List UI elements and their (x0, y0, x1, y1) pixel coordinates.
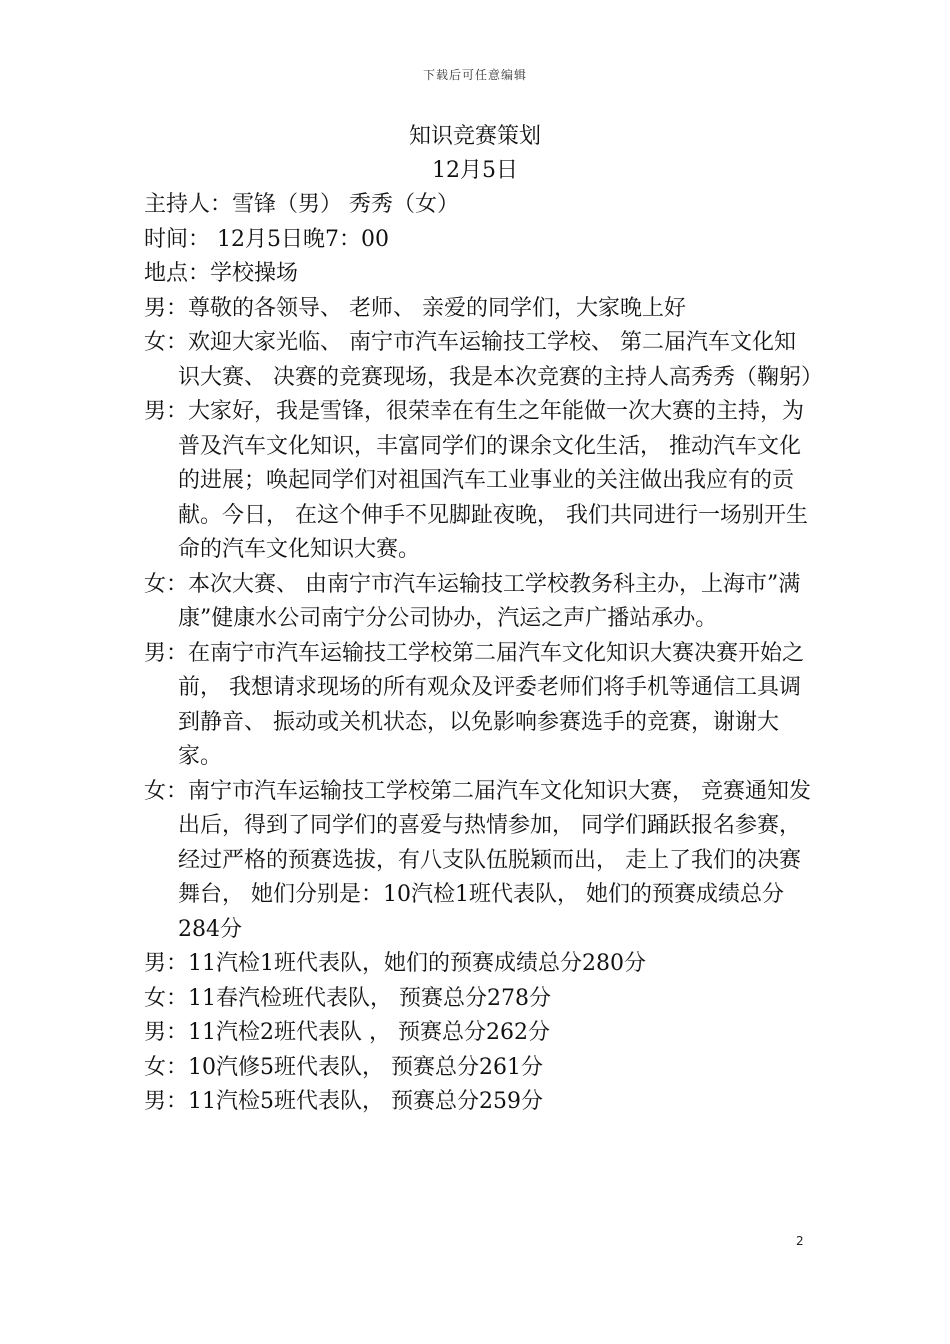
dialogue-paragraph: 男：尊敬的各领导、 老师、 亲爱的同学们，大家晚上好 (144, 295, 686, 321)
page-number: 2 (796, 1234, 804, 1248)
dialogue-paragraph: 男：大家好，我是雪锋，很荣幸在有生之年能做一次大赛的主持，为普及汽车文化知识，丰富同学们的课余文化生活， 推动汽车文化的进展；唤起同学们对祖国汽车工业事业的关注做出我应有的贡献。今日， 在这个伸手不见脚趾夜晚， 我们共同进行一场别开生命的汽车文化知识大赛。 (144, 399, 808, 562)
dialogue-paragraph: 男：11汽检5班代表队， 预赛总分259分 (144, 1089, 543, 1114)
header-note: 下载后可任意编辑 (422, 68, 527, 82)
dialogue-paragraph: 男：在南宁市汽车运输技工学校第二届汽车文化知识大赛决赛开始之前， 我想请求现场的所有观众及评委老师们将手机等通信工具调到静音、 振动或关机状态，以免影响参赛选手的竞赛，谢谢大家。 (144, 640, 805, 769)
hosts-line: 主持人：雪锋（男） 秀秀（女） (144, 192, 459, 217)
dialogue-paragraph: 女：10汽修5班代表队， 预赛总分261分 (144, 1054, 543, 1080)
location-line: 地点：学校操场 (144, 261, 299, 286)
dialogue-paragraph: 男：11汽检2班代表队 ， 预赛总分262分 (144, 1020, 550, 1045)
dialogue-paragraph: 男：11汽检1班代表队，她们的预赛成绩总分280分 (144, 951, 646, 976)
dialogue-paragraph: 女：欢迎大家光临、 南宁市汽车运输技工学校、 第二届汽车文化知识大赛、 决赛的竞赛现场，我是本次竞赛的主持人高秀秀（鞠躬） (144, 330, 823, 390)
time-line: 时间： 12月5日晚7：00 (144, 226, 389, 252)
document-body (144, 188, 823, 1120)
document-title: 知识竞赛策划 (408, 124, 541, 149)
dialogue-paragraph: 女：本次大赛、 由南宁市汽车运输技工学校教务科主办，上海市”满康”健康水公司南宁分公司协办，汽运之声广播站承办。 (144, 571, 801, 631)
dialogue-paragraph: 女：南宁市汽车运输技工学校第二届汽车文化知识大赛， 竞赛通知发出后，得到了同学们的喜爱与热情参加， 同学们踊跃报名参赛，经过严格的预赛选拔，有八支队伍脱颖而出， 走上了我们的决赛舞台， 她们分别是：10汽检1班代表队， 她们的预赛成绩总分284分 (144, 778, 811, 942)
document-date: 12月5日 (432, 158, 518, 183)
dialogue-paragraph: 女：11春汽检班代表队， 预赛总分278分 (144, 985, 551, 1011)
